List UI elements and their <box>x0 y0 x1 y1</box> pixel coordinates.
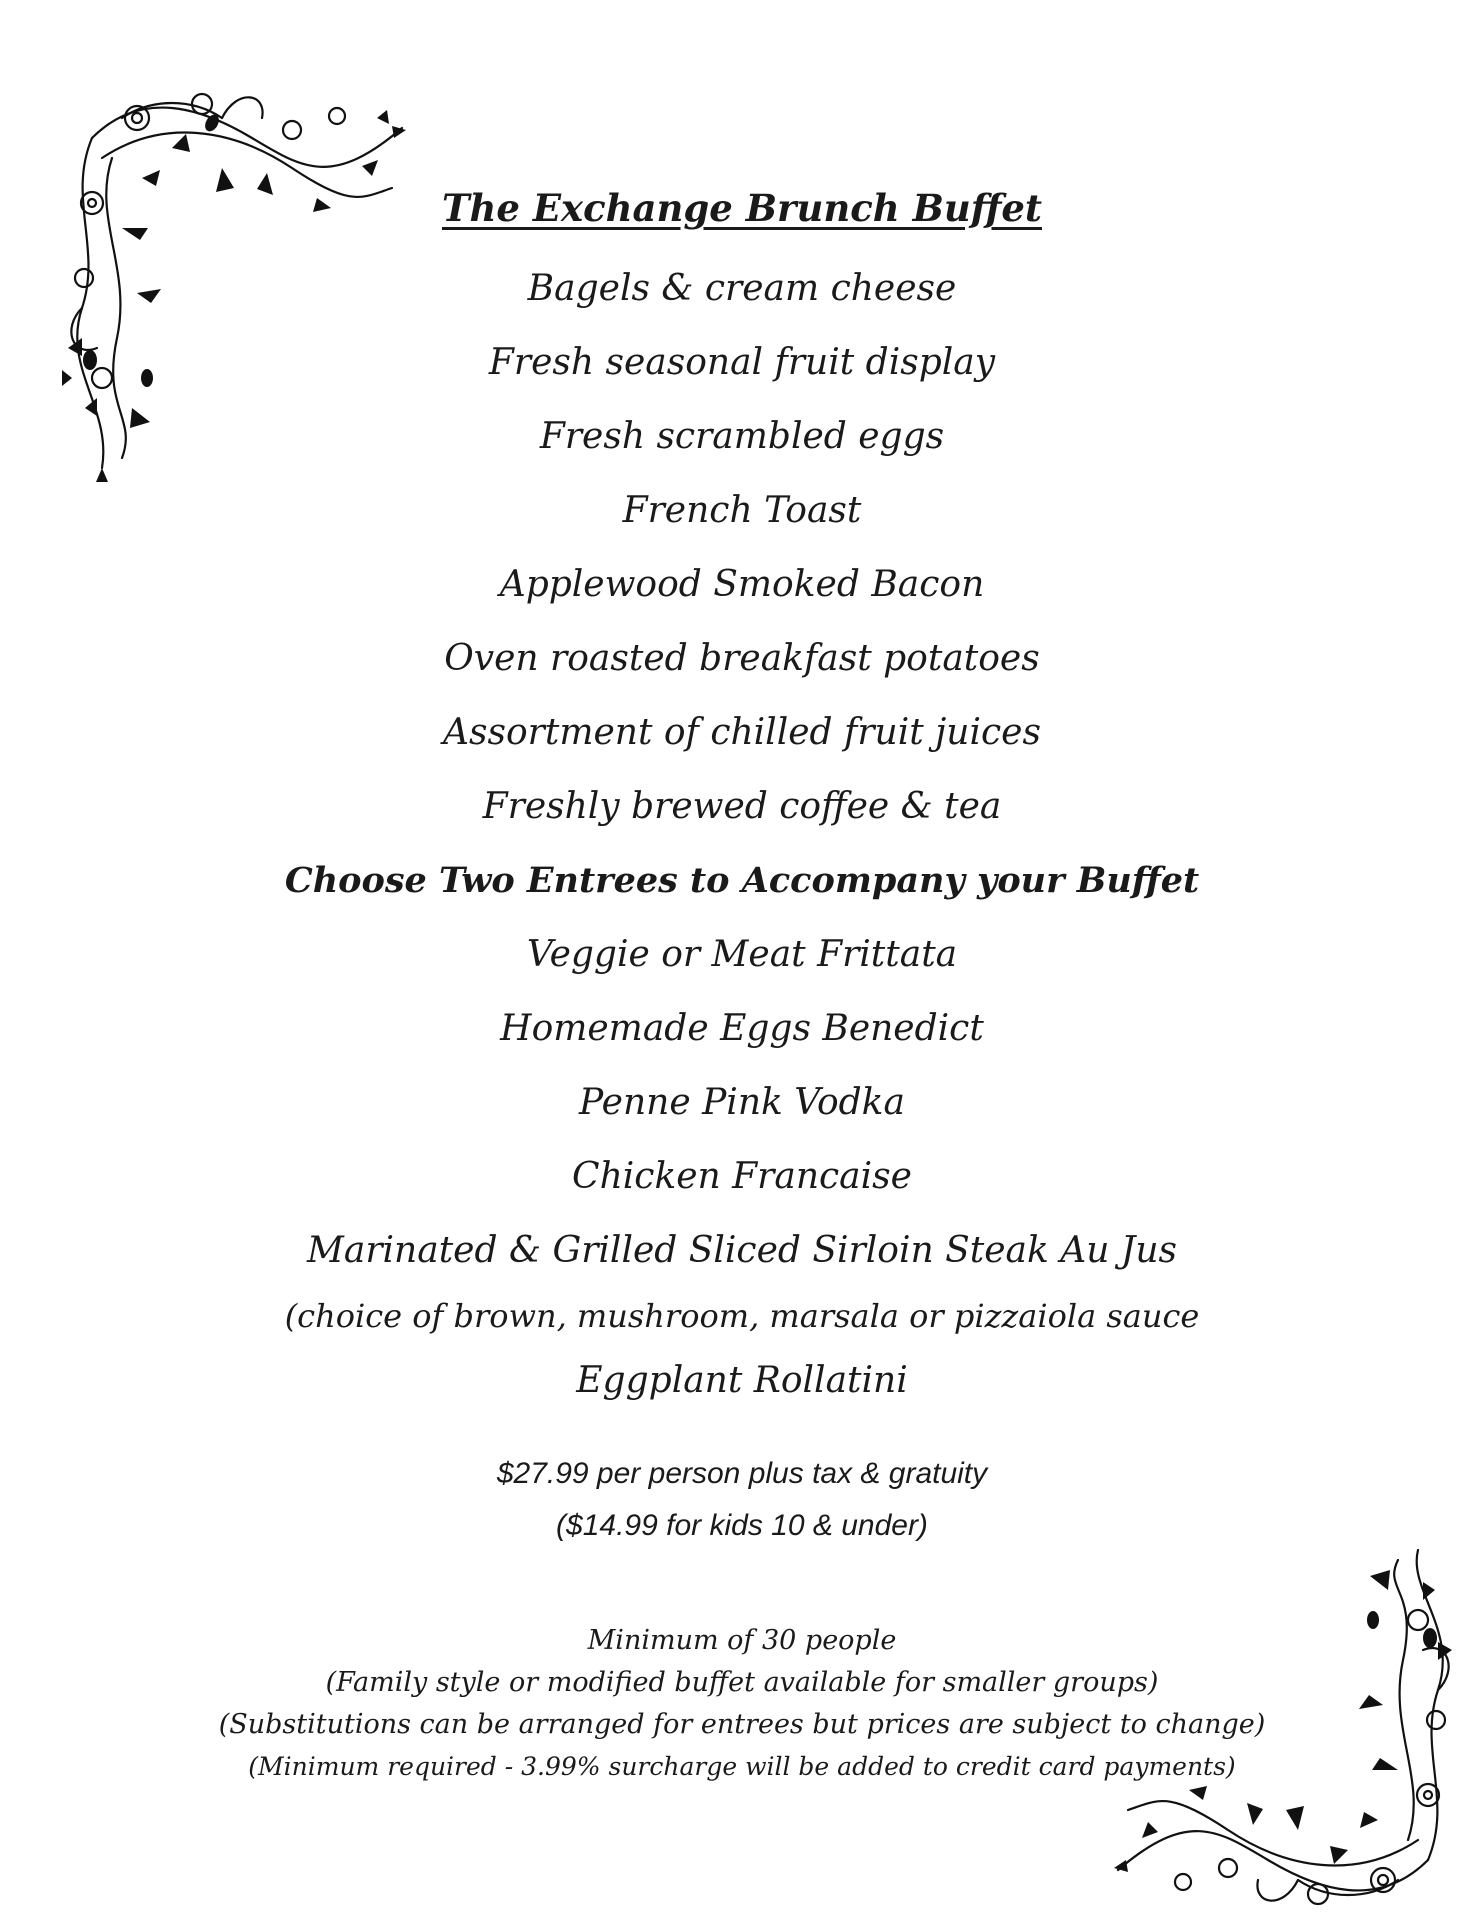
entree-item: Veggie or Meat Frittata <box>526 934 958 975</box>
footer-notes <box>0 1620 1484 1788</box>
sauce-note: (choice of brown, mushroom, marsala or pizzaiola sauce <box>284 1297 1200 1335</box>
buffet-item: Freshly brewed coffee & tea <box>482 786 1002 827</box>
buffet-item: Fresh scrambled eggs <box>539 416 945 457</box>
menu-title: The Exchange Brunch Buffet <box>441 186 1042 230</box>
adult-price: $27.99 per person plus tax & gratuity <box>496 1457 988 1490</box>
buffet-item: Bagels & cream cheese <box>527 268 957 309</box>
buffet-item: Assortment of chilled fruit juices <box>443 712 1041 753</box>
substitutions-note: (Substitutions can be arranged for entrees but prices are subject to change) <box>218 1709 1266 1740</box>
buffet-item: Applewood Smoked Bacon <box>499 564 985 605</box>
surcharge-note: (Minimum required - 3.99% surcharge will be added to credit card payments) <box>248 1752 1236 1781</box>
menu-body <box>0 178 1484 1418</box>
entree-item: Marinated & Grilled Sliced Sirloin Steak Au Jus <box>307 1230 1177 1271</box>
minimum-note: Minimum of 30 people <box>587 1625 897 1656</box>
buffet-item: Oven roasted breakfast potatoes <box>444 638 1040 679</box>
buffet-item: French Toast <box>622 490 862 531</box>
entree-heading: Choose Two Entrees to Accompany your Buffet <box>284 860 1200 901</box>
buffet-item: Fresh seasonal fruit display <box>488 342 996 383</box>
entree-item: Penne Pink Vodka <box>579 1082 905 1123</box>
entree-item: Eggplant Rollatini <box>576 1360 908 1401</box>
kids-price: ($14.99 for kids 10 & under) <box>556 1509 928 1542</box>
entree-item: Homemade Eggs Benedict <box>500 1008 984 1049</box>
entree-item: Chicken Francaise <box>572 1156 912 1197</box>
family-style-note: (Family style or modified buffet available for smaller groups) <box>325 1667 1159 1698</box>
